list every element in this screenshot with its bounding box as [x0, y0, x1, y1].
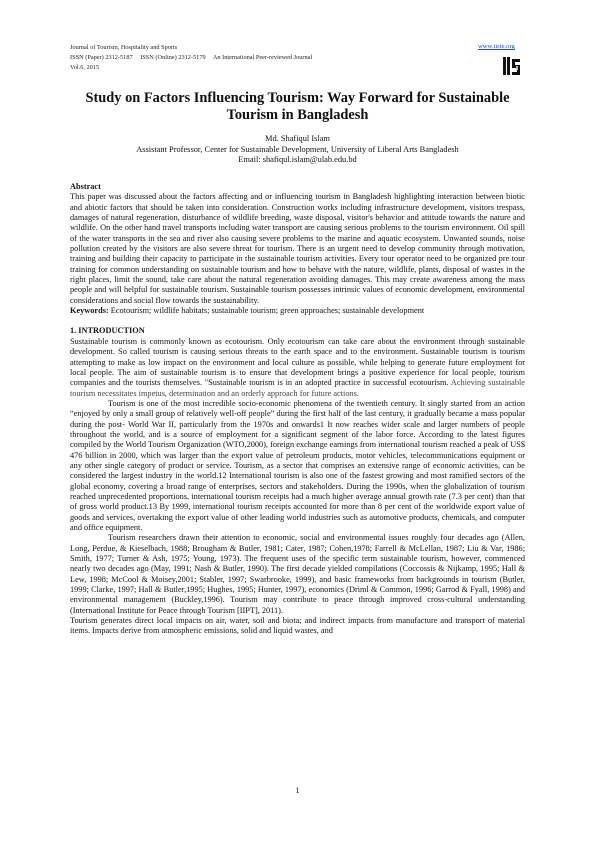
abstract-heading: Abstract: [70, 182, 101, 191]
author-block: [70, 134, 525, 166]
intro-paragraph-4: Tourism generates direct local impacts on air, water, soil and biota; and indirect impacts from manufacture and transport of material items. Impacts derive from atmospheric emissions, solid and liquid wastes, and: [70, 616, 525, 636]
intro-paragraph-1-tail: Achieving sustainable tourism necessitates impetus, determination and an orderly approach for future actions.: [70, 378, 525, 398]
author-affiliation: Assistant Professor, Center for Sustainable Development, University of Liberal Arts Bangladesh: [136, 144, 459, 154]
paper-body: [70, 182, 525, 637]
keywords-text: Ecotourism; wildlife habitats; sustainable tourism; green approaches; sustainable development: [110, 306, 425, 316]
journal-header: [70, 43, 318, 73]
journal-website-link[interactable]: www.iiste.org: [478, 43, 515, 50]
issn-online: ISSN (Online) 2312-5179: [140, 54, 206, 61]
intro-paragraph-1: [70, 337, 525, 399]
section-heading-introduction: 1. INTRODUCTION: [70, 326, 145, 336]
peer-review-note: An International Peer-reviewed Journal: [212, 54, 313, 61]
paper-title: Study on Factors Influencing Tourism: Way Forward for Sustainable Tourism in Bangladesh: [85, 90, 510, 123]
author-name: Md. Shafiqul Islam: [265, 134, 330, 143]
issn-paper: ISSN (Paper) 2312-5187: [70, 54, 133, 61]
author-email: Email: shafiqul.islam@ulab.edu.bd: [238, 155, 357, 165]
intro-paragraph-2: Tourism is one of the most incredible socio-economic phenomena of the twentieth century. It singly started from an action “enjoyed by only a small group of relatively well-off people” during the first half of the last century, it gradually became a mass popular during the post- World War II, particularly from the 1970s and onwards1 It now reaches wider scale and larger numbers of people throughout the world, and is a source of employment for a significant segment of the labor force. According to the latest figures compiled by the World Tourism Organization (WTO,2000), foreign exchange earnings from international tourism reached a peak of US$ 476 billion in 2000, which was larger than the export value of petroleum products, motor vehicles, telecommunications equipment or any other single category of product or service. Tourism, as a sector that comprises an extensive range of economic activities, can be considered the largest industry in the world.12 International tourism is also one of the fastest growing and most ramified sectors of the global economy, covering a broad range of enterprises, sectors and stakeholders. During the 1990s, when the globalization of tourism reached unprecedented proportions, international tourism receipts had a much higher average annual growth rate (7.3 per cent) than that of gross world product.13 By 1999, international tourism receipts accounted for more than 8 per cent of the worldwide export value of goods and services, overtaking the export value of other leading world industries such as automotive products, chemicals, and computer and office equipment.: [70, 398, 525, 532]
journal-volume: Vol.6, 2015: [70, 64, 100, 71]
journal-name: Journal of Tourism, Hospitality and Sports: [70, 44, 178, 51]
intro-paragraph-1-main: Sustainable tourism is commonly known as ecotourism. Only ecotourism can take care about the environment through sustainable development. So called tourism is causing serious threats to the earth space and to the environment. Sustainable tourism is tourism attempting to make as low impact on the environment and local culture as possible, while helping to generate future employment for local people. The aim of sustainable tourism is to ensure that development brings a positive experience for local people, tourism companies and the tourists themselves. "Sustainable tourism is in an adopted practice in successful ecotourism.: [70, 336, 525, 388]
abstract-text: This paper was discussed about the factors affecting and or influencing tourism in Bangladesh highlighting interaction between biotic and abiotic factors that should be taken into consideration. Construction works including infrastructure development, visitors trespass, damages of natural regeneration, disturbance of wildlife breeding, waste disposal, visitor's behavior and attitude towards the nature and wildlife. On the other hand travel transports including water transport are causing serious problems to the tourism environment. Oil spill of the water transports in the sea and river also causing severe problems to the marine and aquatic ecosystem. Unwanted sounds, noise pollution created by the visitors are also severe threat for tourism. There is an urgent need to develop community through motivation, training and building their capacity to participate in the sustainable tourism activities. Every tour operator need to be organized pre tour training for common understanding on sustainable tourism and how to behave with the nature, wildlife, plants, disposal of wastes in the right places, limit the sound, take care about the natural regeneration avoiding damages. This may create awareness among the mass people and will helpful for sustainable tourism. Sustainable tourism possesses intrinsic values of economic development, environmental considerations and social flow towards the sustainability.: [70, 192, 525, 305]
keywords-line: [70, 306, 525, 316]
keywords-label: Keywords:: [70, 306, 109, 316]
issn-line: [70, 53, 318, 63]
iiste-logo-icon: [501, 55, 523, 77]
page-number: 1: [295, 786, 300, 795]
intro-paragraph-3: Tourism researchers drawn their attention to economic, social and environmental issues roughly four decades ago (Allen, Long, Perdue, & Kieselbach, 1988; Brougham & Butler, 1981; Cater, 1987; Cohen,1978; Farrell & McLellan, 1987; Liu & Var, 1986; Smith, 1977; Turner & Ash, 1975; Young, 1973). The frequent uses of the specific term sustainable tourism, however, commenced nearly two decades ago (May, 1991; Nash & Butler, 1990). The first decade yielded compilations (Coccossis & Nijkamp, 1995; Hall & Lew, 1998; McCool & Moisey,2001; Stabler, 1997; Swarbrooke, 1999), and basic frameworks from backgrounds in tourism (Butler, 1999; Clarke, 1997; Hall & Butler,1995; Hughes, 1995; Hunter, 1997), economics (Driml & Common, 1996; Garrod & Fyall, 1998) and environmental management (Buckley,1996). Tourism may contribute to peace through improved cross-cultural understanding (International Institute for Peace through Tourism [IIPT], 2011).: [70, 533, 525, 615]
